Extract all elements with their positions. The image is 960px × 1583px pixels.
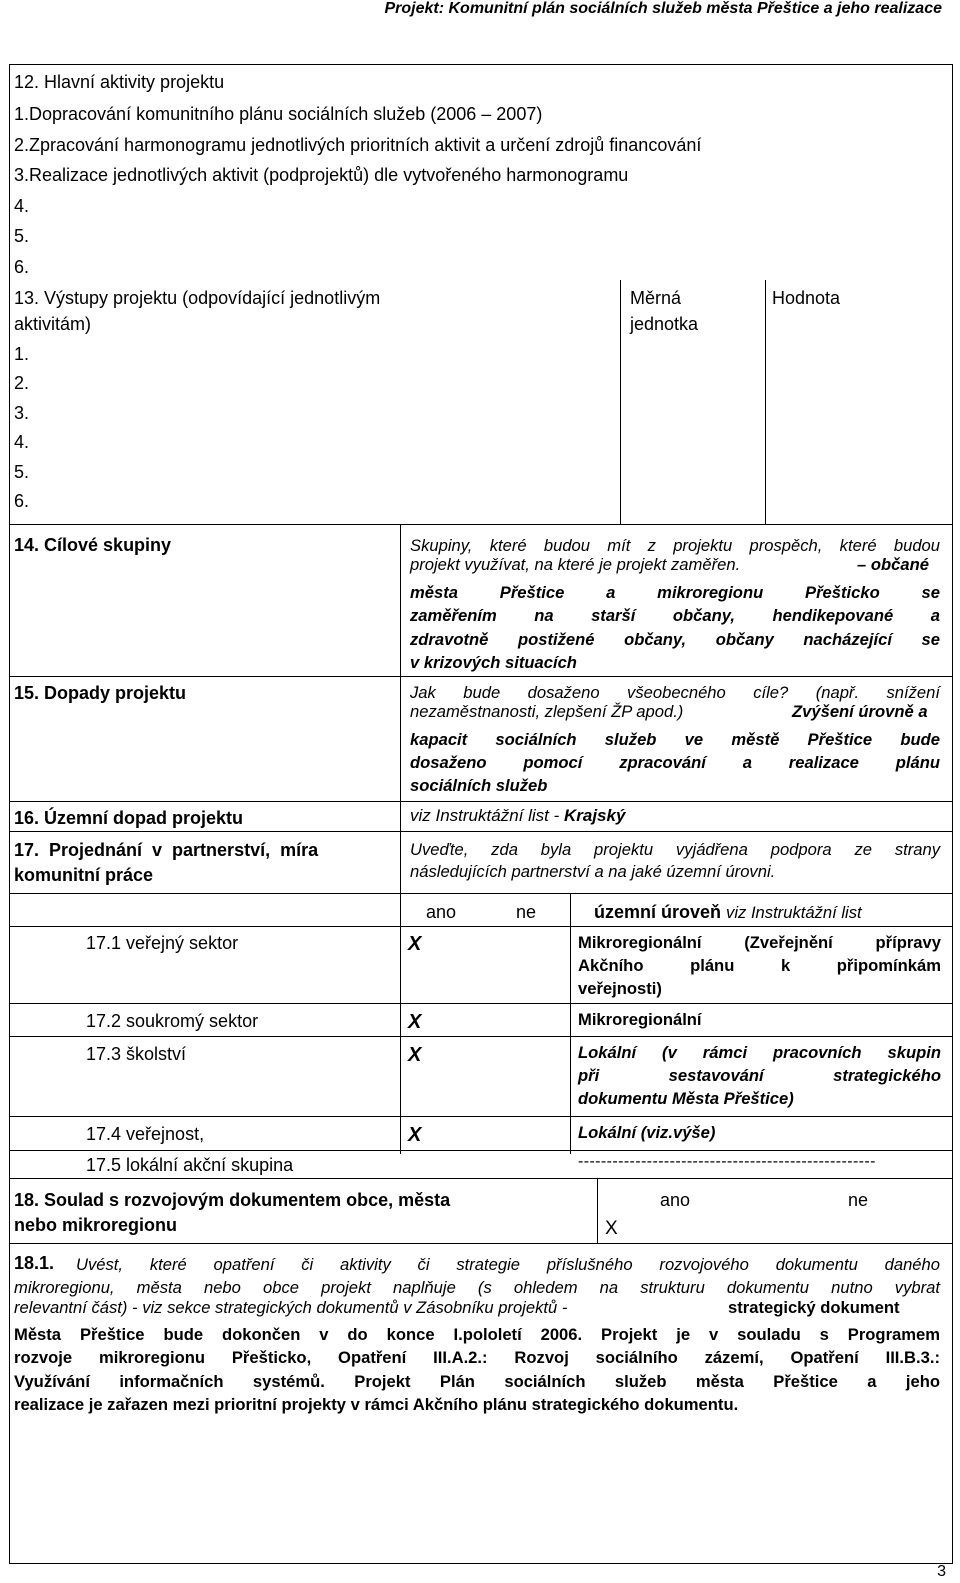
sec17-row-level: při sestavování strategického [578, 1066, 941, 1085]
sec17-row-label: 17.3 školství [86, 1044, 187, 1064]
sec17-row-level: Lokální (v rámci pracovních skupin [578, 1043, 941, 1062]
sec13-col-unit-cont: jednotka [630, 314, 699, 334]
sec15-top-rule [9, 676, 953, 677]
sec18-1-line: Města Přeštice bude dokončen v do konce I.pololetí 2006. Projekt je v souladu s Programem [14, 1325, 940, 1344]
sec13-item: 3. [14, 403, 30, 423]
sec15-impact: sociálních služeb [410, 776, 548, 795]
sec18-col-no: ne [848, 1190, 869, 1210]
sec18-1-line: Uvést, které opatření či aktivity či strategie příslušného rozvojového dokumentu daného [76, 1255, 940, 1274]
sec13-divider-value [765, 280, 766, 524]
sec14-target: zdravotně postižené občany, občany nacházející se [410, 630, 940, 649]
sec17-row-label: 17.4 veřejnost, [86, 1124, 205, 1144]
sec12-item: 2.Zpracování harmonogramu jednotlivých prioritních aktivit a určení zdrojů financování [14, 135, 702, 155]
sec18-yes-mark: X [605, 1218, 618, 1239]
sec12-item: 4. [14, 196, 30, 216]
sec18-1-number: 18.1. [14, 1253, 55, 1273]
sec12-item: 5. [14, 226, 30, 246]
sec17-row-yes: X [408, 1044, 422, 1066]
sec14-desc-cont: projekt využívat, na které je projekt zaměřen. [410, 555, 741, 574]
sec17-col-yes: ano [426, 902, 457, 922]
sec15-impact: kapacit sociálních služeb ve městě Přeštice bude [410, 730, 940, 749]
sec17-row-level: veřejnosti) [578, 979, 662, 998]
sec14-target: města Přeštice a mikroregionu Přešticko se [410, 583, 940, 602]
sec18-divider [597, 1178, 598, 1243]
sec18-title: 18. Soulad s rozvojovým dokumentem obce, města [14, 1190, 451, 1210]
sec17-desc-cont: následujících partnerství a na jaké územní úrovni. [410, 862, 776, 881]
sec17-row-level: Lokální (viz.výše) [578, 1123, 716, 1142]
sec16-title: 16. Územní dopad projektu [14, 808, 244, 828]
sec12-title: 12. Hlavní aktivity projektu [14, 72, 225, 92]
sec14-title: 14. Cílové skupiny [14, 535, 172, 555]
sec17-row-yes: X [408, 1124, 422, 1146]
sec14-target: v krizových situacích [410, 653, 577, 672]
sec12-item: 6. [14, 257, 30, 277]
sec18-1-strategic: strategický dokument [728, 1298, 900, 1317]
sec14-top-rule [9, 524, 953, 525]
sec12-item: 1.Dopracování komunitního plánu sociálních služeb (2006 – 2007) [14, 104, 543, 124]
sec17-desc: Uveďte, zda byla projektu vyjádřena podpora ze strany [410, 840, 940, 859]
sec17-level-divider [570, 893, 571, 1154]
sec17-row-level: dokumentu Města Přeštice) [578, 1089, 794, 1108]
sec18-1-line: Využívání informačních systémů. Projekt Plán sociálních služeb města Přeštice a jeho [14, 1372, 940, 1391]
middle-divider [400, 524, 401, 1154]
sec18-col-yes: ano [660, 1190, 691, 1210]
sec17-row-label: 17.2 soukromý sektor [86, 1011, 259, 1031]
sec15-desc: Jak bude dosaženo všeobecného cíle? (např. snížení [410, 683, 940, 702]
sec17-row-rule [9, 926, 953, 927]
sec17-row-yes: X [408, 1011, 422, 1033]
sec15-desc-cont: nezaměstnanosti, zlepšení ŽP apod.) [410, 702, 684, 721]
sec18-1-line: realizace je zařazen mezi prioritní projekty v rámci Akčního plánu strategického dokumentu. [14, 1395, 739, 1414]
sec13-item: 2. [14, 373, 30, 393]
sec13-title-cont: aktivitám) [14, 314, 92, 334]
sec13-col-value: Hodnota [772, 288, 841, 308]
sec14-desc: Skupiny, které budou mít z projektu prospěch, které budou [410, 536, 940, 555]
sec18-title-cont: nebo mikroregionu [14, 1215, 178, 1235]
sec12-item: 3.Realizace jednotlivých aktivit (podprojektů) dle vytvořeného harmonogramu [14, 165, 629, 185]
sec13-item: 1. [14, 344, 30, 364]
sec17-row-level: Mikroregionální [578, 1010, 702, 1029]
sec17-table-top-rule [9, 893, 953, 894]
sec17-row-label: 17.5 lokální akční skupina [86, 1155, 294, 1175]
sec14-target-start: – občané [857, 555, 929, 574]
page-number: 3 [937, 1563, 946, 1580]
sec17-row-level: Mikroregionální (Zveřejnění přípravy [578, 933, 941, 952]
sec17-row-rule [9, 1116, 953, 1117]
sec17-row-level: ---------------------------------------------------- [578, 1153, 876, 1170]
sec15-impact: dosaženo pomocí zpracování a realizace plánu [410, 753, 940, 772]
sec17-title-cont: komunitní práce [14, 865, 154, 885]
sec14-target: zaměřením na starší občany, hendikepované a [410, 606, 940, 625]
sec13-item: 5. [14, 462, 30, 482]
sec17-title: 17. Projednání v partnerství, míra [14, 840, 319, 860]
sec13-title: 13. Výstupy projektu (odpovídající jednotlivým [14, 288, 381, 308]
sec18-1-line: rozvoje mikroregionu Přešticko, Opatření III.A.2.: Rozvoj sociálního zázemí, Opatření III.B.3.: [14, 1348, 940, 1367]
sec18-1-top-rule [9, 1243, 953, 1244]
sec17-col-level: územní úroveň viz Instruktážní list [594, 902, 862, 922]
sec17-row-rule [9, 1003, 953, 1004]
sec15-title: 15. Dopady projektu [14, 683, 187, 703]
sec18-top-rule [9, 1178, 953, 1179]
sec17-top-rule [9, 831, 953, 832]
sec17-col-no: ne [516, 902, 537, 922]
sec13-divider-unit [620, 280, 621, 524]
sec13-item: 6. [14, 491, 30, 511]
sec17-row-rule [9, 1036, 953, 1037]
sec15-impact-start: Zvýšení úrovně a [792, 702, 928, 721]
sec17-row-level: Akčního plánu k připomínkám [578, 956, 941, 975]
page-header: Projekt: Komunitní plán sociálních služeb města Přeštice a jeho realizace [384, 0, 942, 17]
sec17-row-label: 17.1 veřejný sektor [86, 933, 239, 953]
sec13-item: 4. [14, 432, 30, 452]
sec13-col-unit: Měrná [630, 288, 682, 308]
sec18-1-line: relevantní část) - viz sekce strategických dokumentů v Zásobníku projektů - [14, 1298, 568, 1317]
sec17-row-yes: X [408, 933, 422, 955]
sec16-value: viz Instruktážní list - Krajský [410, 806, 626, 825]
sec18-1-line: mikroregionu, města nebo obce projekt naplňuje (s ohledem na strukturu dokumentu nutno vybrat [14, 1278, 940, 1297]
